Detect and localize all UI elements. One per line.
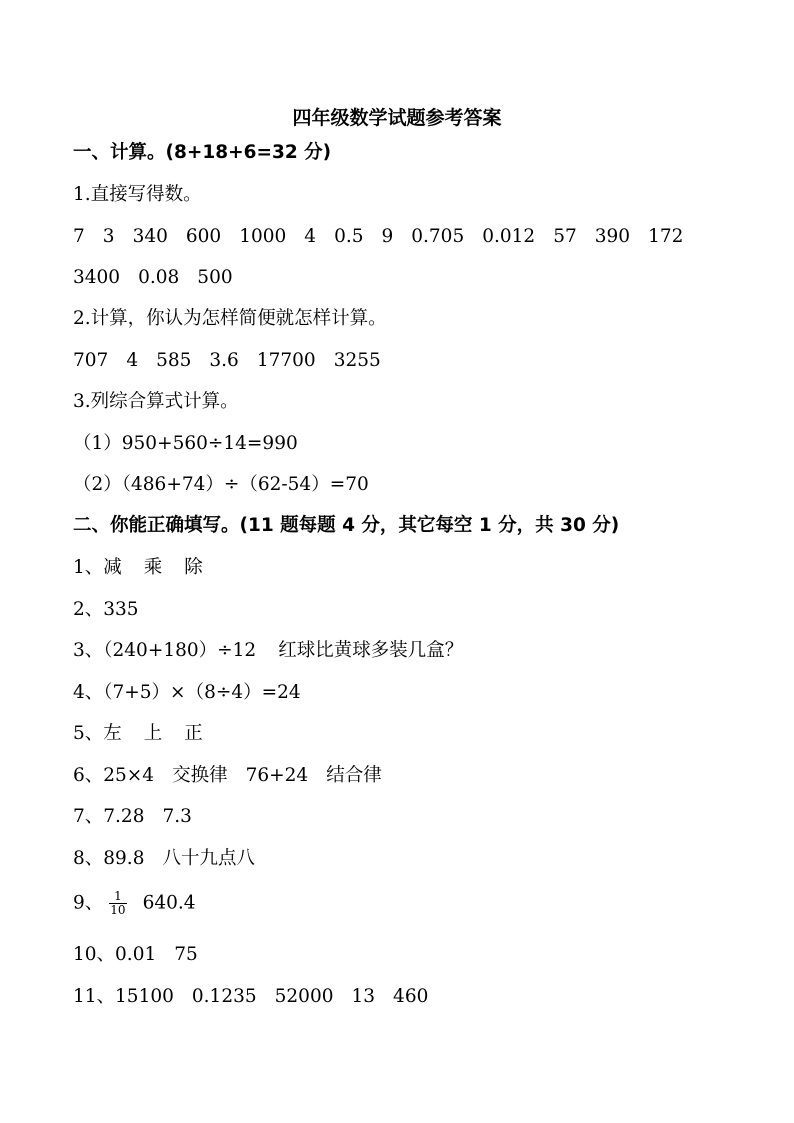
section1-heading: 一、计算。(8+18+6=32 分) bbox=[73, 142, 332, 163]
fraction-denominator: 10 bbox=[110, 903, 126, 917]
answer-value: 57 bbox=[553, 226, 577, 247]
answer-value: 0.012 bbox=[482, 226, 536, 247]
q1-answers-row2 bbox=[73, 266, 233, 290]
answer-value: 500 bbox=[197, 267, 233, 288]
answer-value: 3.6 bbox=[209, 350, 239, 371]
answer-value: 600 bbox=[185, 226, 222, 247]
answer-value: 0.705 bbox=[411, 226, 465, 247]
answer-part: 52000 bbox=[274, 986, 334, 1007]
answer-9 bbox=[73, 890, 196, 917]
answer-part: 7、7.28 bbox=[73, 806, 145, 827]
answer-prefix: 9、 bbox=[73, 892, 104, 914]
answer-part: 75 bbox=[174, 944, 198, 965]
answer-value: 340 bbox=[132, 226, 168, 247]
answer-part: 红球比黄球多装几盒？ bbox=[278, 640, 464, 661]
answer-3 bbox=[73, 639, 463, 663]
answer-value: 3255 bbox=[333, 350, 381, 371]
answer-part: 上 bbox=[143, 723, 163, 744]
page-title: 四年级数学试题参考答案 bbox=[292, 107, 502, 129]
answer-value: 4 bbox=[126, 350, 139, 371]
answer-value: 1000 bbox=[239, 226, 287, 247]
answer-value: 9 bbox=[381, 226, 394, 247]
answer-part: 76+24 bbox=[245, 765, 309, 786]
answer-part: 结合律 bbox=[326, 765, 382, 786]
answer-part: 八十九点八 bbox=[162, 848, 255, 869]
answer-10 bbox=[73, 943, 198, 967]
answer-11 bbox=[73, 985, 428, 1009]
answer-part: 乘 bbox=[143, 557, 163, 578]
q2-label: 2.计算，你认为怎样简便就怎样计算。 bbox=[73, 308, 387, 329]
answer-part: 11、15100 bbox=[73, 986, 174, 1007]
answer-2: 2、335 bbox=[73, 599, 139, 620]
answer-part: 640.4 bbox=[142, 892, 196, 914]
answer-part: 13 bbox=[351, 986, 376, 1007]
answer-1 bbox=[73, 556, 203, 580]
section2-heading: 二、你能正确填写。(11 题每题 4 分，其它每空 1 分，共 30 分) bbox=[73, 515, 620, 536]
answer-part: 正 bbox=[184, 723, 203, 744]
q3-answer-1: （1）950+560÷14=990 bbox=[73, 433, 298, 454]
answer-value: 0.08 bbox=[138, 267, 180, 288]
answer-7 bbox=[73, 805, 192, 829]
answer-part: 6、25×4 bbox=[73, 765, 155, 786]
answer-6 bbox=[73, 764, 382, 788]
answer-part: 3、（240+180）÷12 bbox=[73, 640, 257, 661]
answer-part: 10、0.01 bbox=[73, 944, 157, 965]
answer-value: 390 bbox=[594, 226, 631, 247]
answer-part: 7.3 bbox=[162, 806, 192, 827]
q1-answers-row1 bbox=[73, 225, 683, 249]
answer-value: 3 bbox=[102, 226, 115, 247]
q3-label: 3.列综合算式计算。 bbox=[73, 391, 239, 412]
answer-8 bbox=[73, 847, 255, 871]
answer-value: 707 bbox=[73, 350, 109, 371]
q2-answers-row bbox=[73, 349, 381, 373]
q1-label: 1.直接写得数。 bbox=[73, 184, 202, 205]
fraction bbox=[109, 890, 126, 917]
answer-value: 585 bbox=[156, 350, 192, 371]
q3-answer-2: （2）（486+74）÷（62-54）=70 bbox=[73, 474, 369, 495]
answer-part: 除 bbox=[184, 557, 203, 578]
answer-value: 0.5 bbox=[334, 226, 364, 247]
answer-value: 172 bbox=[648, 226, 684, 247]
answer-value: 17700 bbox=[256, 350, 316, 371]
answer-part: 8、89.8 bbox=[73, 848, 145, 869]
answer-part: 交换律 bbox=[172, 765, 228, 786]
answer-5 bbox=[73, 722, 203, 746]
answer-value: 4 bbox=[304, 226, 317, 247]
answer-value: 3400 bbox=[73, 267, 121, 288]
answer-part: 0.1235 bbox=[191, 986, 257, 1007]
fraction-numerator: 1 bbox=[109, 890, 126, 904]
answer-part: 460 bbox=[393, 986, 429, 1007]
answer-value: 7 bbox=[73, 226, 85, 247]
answer-part: 1、减 bbox=[73, 557, 122, 578]
answer-4: 4、（7+5）×（8÷4）=24 bbox=[73, 682, 301, 703]
answer-part: 5、左 bbox=[73, 723, 122, 744]
